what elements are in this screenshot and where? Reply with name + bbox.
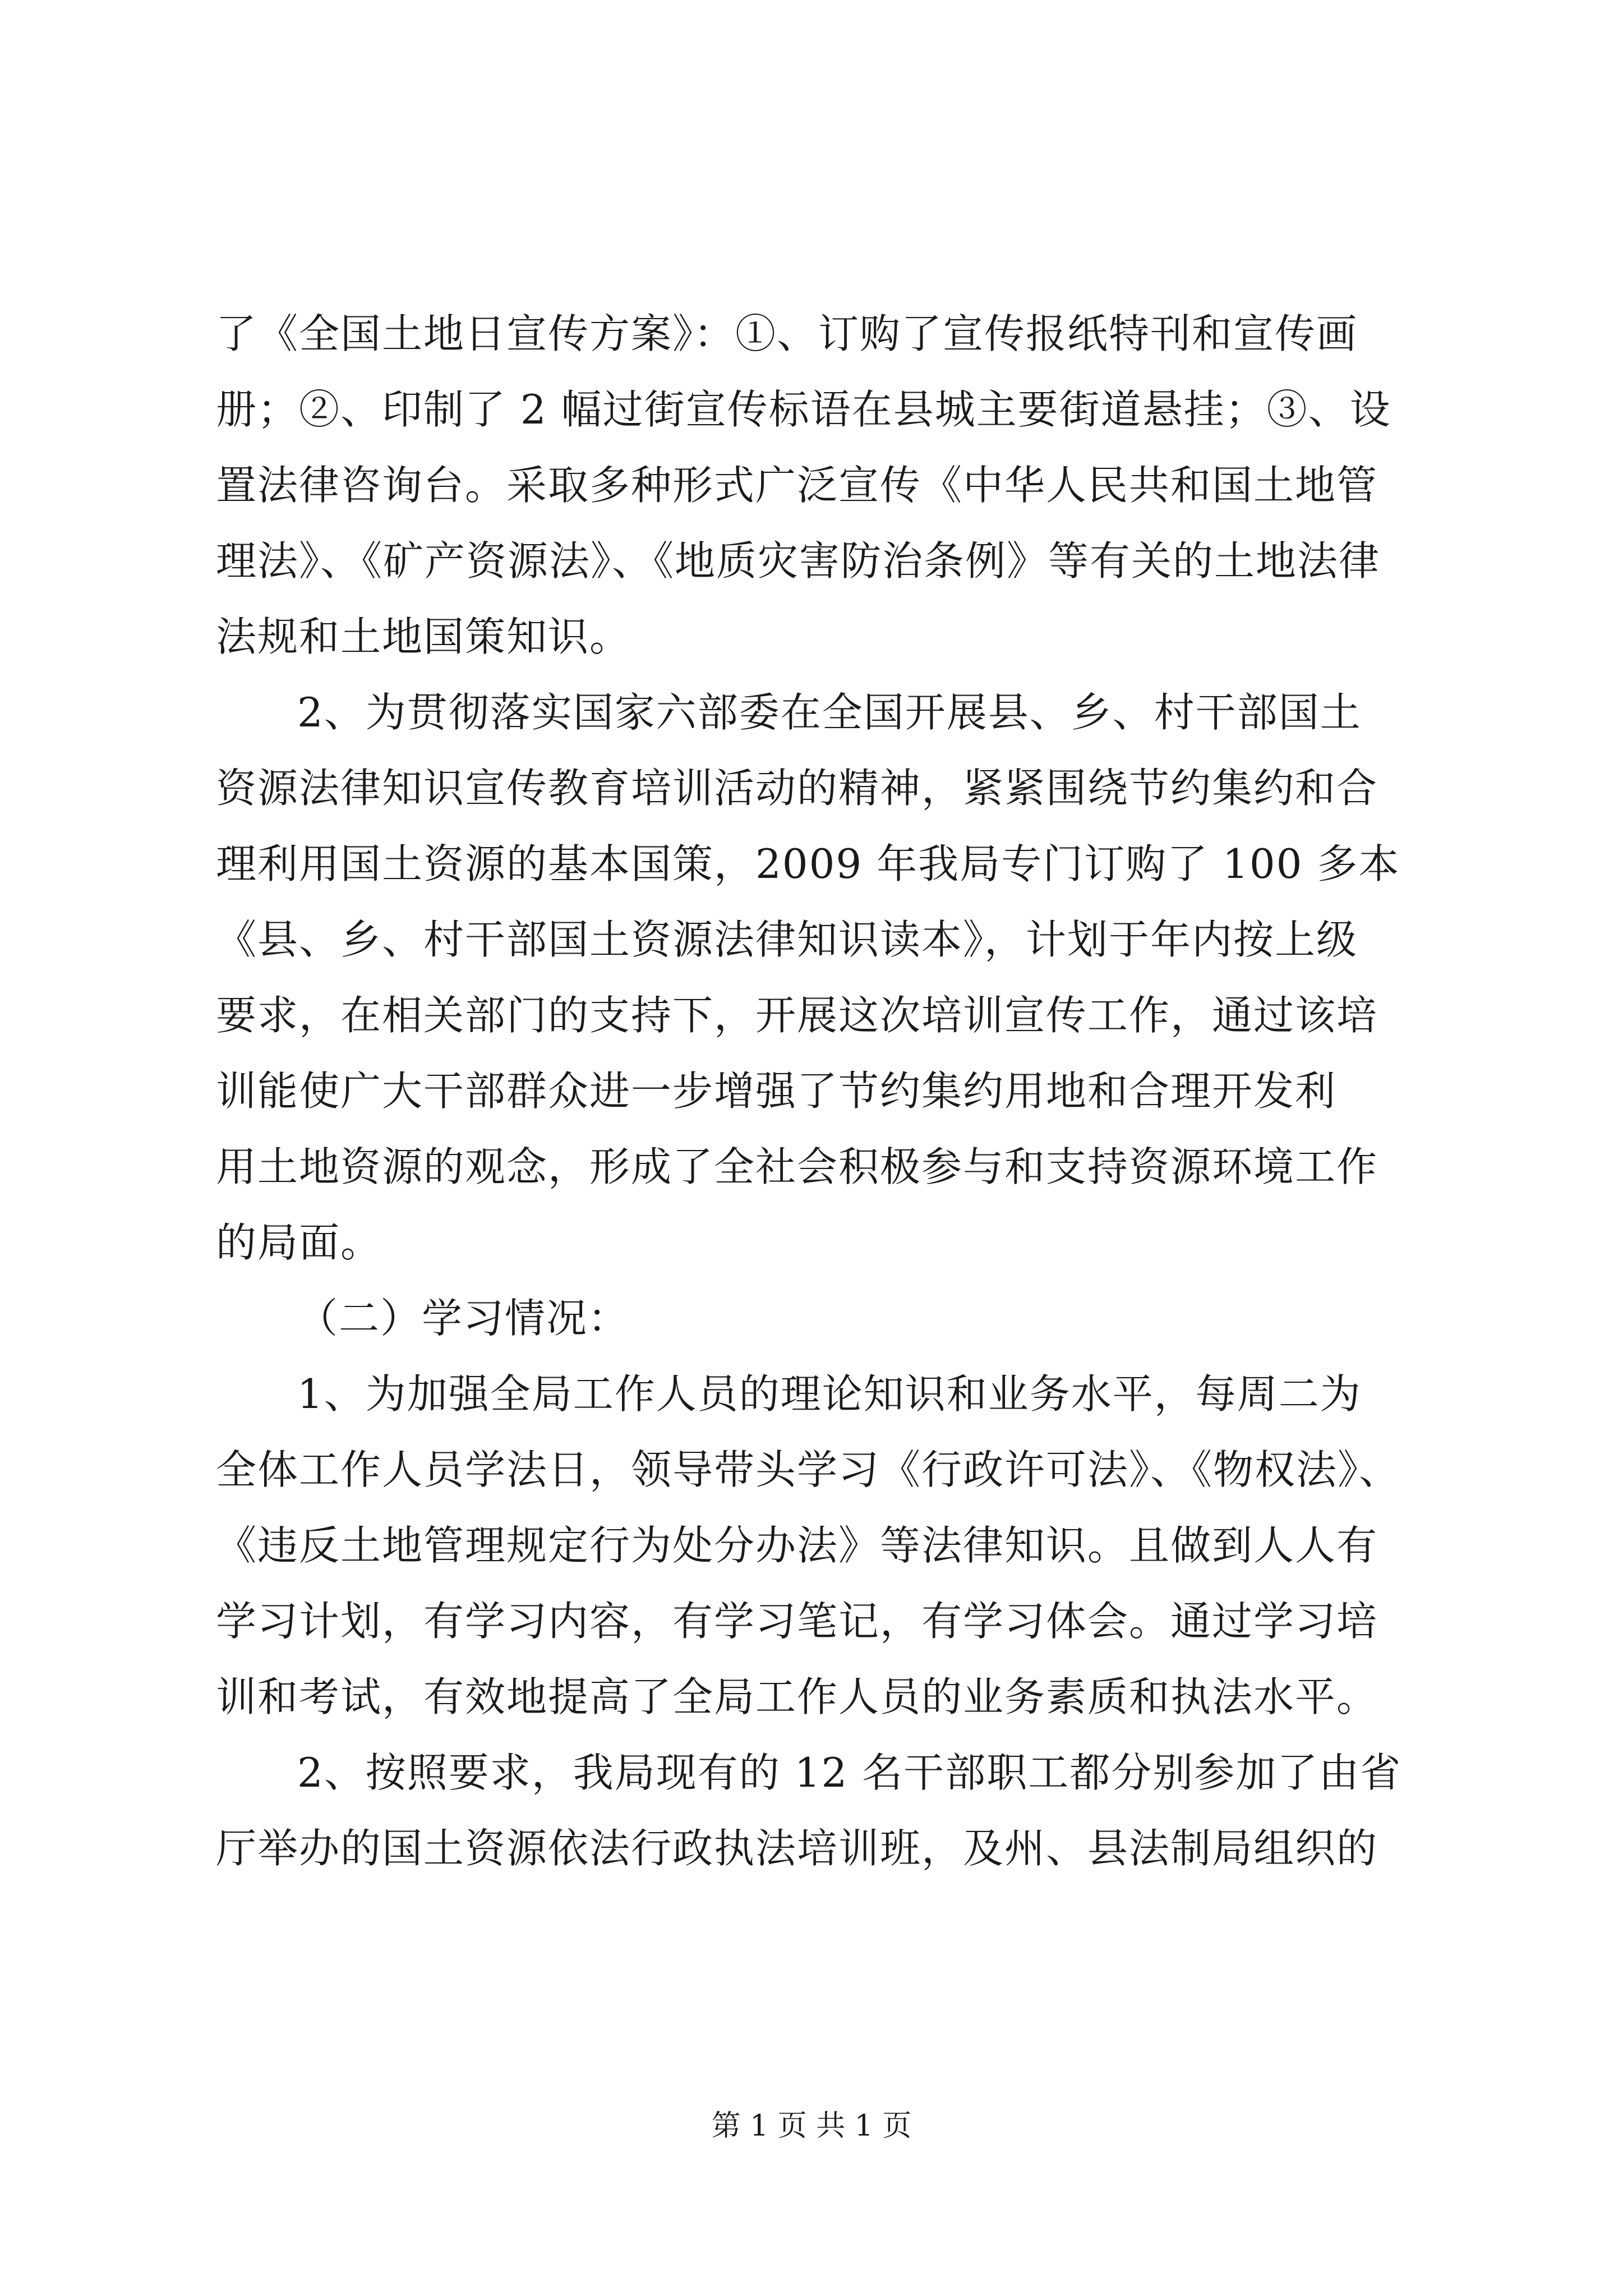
body-line: 置法律咨询台。采取多种形式广泛宣传《中华人民共和国土地管 (216, 462, 1378, 509)
body-line: 全体工作人员学法日，领导带头学习《行政许可法》、《物权法》、 (216, 1446, 1401, 1493)
body-line: 训能使广大干部群众进一步增强了节约集约用地和合理开发利 (216, 1068, 1337, 1115)
body-line: 要求，在相关部门的支持下，开展这次培训宣传工作，通过该培 (216, 992, 1378, 1039)
body-line: 法规和土地国策知识。 (216, 613, 631, 660)
body-line: 用土地资源的观念，形成了全社会积极参与和支持资源环境工作 (216, 1143, 1378, 1190)
body-line: 了《全国土地日宣传方案》：①、订购了宣传报纸特刊和宣传画 (216, 310, 1358, 357)
body-line: 学习计划，有学习内容，有学习笔记，有学习体会。通过学习培 (216, 1598, 1378, 1645)
section-heading: （二）学习情况： (297, 1295, 630, 1342)
body-line: 册；②、印制了 2 幅过街宣传标语在县城主要街道悬挂；③、设 (216, 386, 1391, 433)
body-line: 资源法律知识宣传教育培训活动的精神，紧紧围绕节约集约和合 (216, 765, 1378, 812)
body-line: 的局面。 (216, 1219, 382, 1266)
page-footer: 第 1 页 共 1 页 (711, 2109, 912, 2143)
body-line: 训和考试，有效地提高了全局工作人员的业务素质和执法水平。 (216, 1673, 1378, 1720)
paragraph-first-line: 1、为加强全局工作人员的理论知识和业务水平，每周二为 (297, 1370, 1362, 1418)
paragraph-first-line: 2、按照要求，我局现有的 12 名干部职工都分别参加了由省 (297, 1749, 1402, 1796)
body-line: 《县、乡、村干部国土资源法律知识读本》，计划于年内按上级 (216, 916, 1358, 963)
body-line: 理法》、《矿产资源法》、《地质灾害防治条例》等有关的土地法律 (216, 537, 1381, 585)
body-line: 《违反土地管理规定行为处分办法》等法律知识。且做到人人有 (216, 1522, 1378, 1569)
paragraph-first-line: 2、为贯彻落实国家六部委在全国开展县、乡、村干部国土 (297, 689, 1362, 736)
body-line: 厅举办的国土资源依法行政执法培训班，及州、县法制局组织的 (216, 1825, 1378, 1872)
body-line: 理利用国土资源的基本国策，2009 年我局专门订购了 100 多本 (216, 840, 1400, 887)
